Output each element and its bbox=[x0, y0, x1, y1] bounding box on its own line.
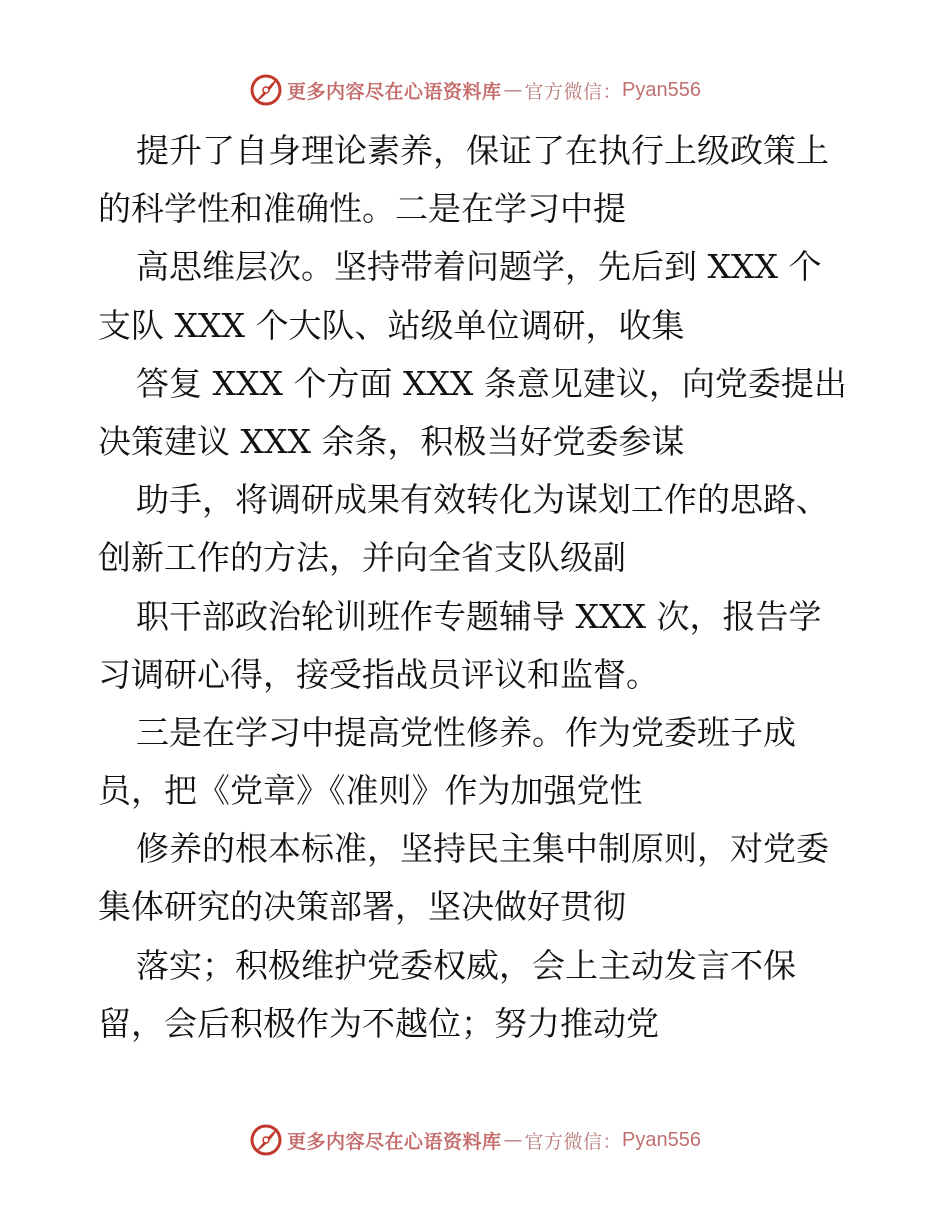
body-line: 职干部政治轮训班作专题辅导 XXX 次，报告学 bbox=[136, 596, 822, 636]
quill-logo-icon bbox=[249, 1123, 283, 1157]
banner-wechat-id: Pyan556 bbox=[622, 78, 701, 101]
body-line: 提升了自身理论素养，保证了在执行上级政策上 bbox=[136, 131, 829, 170]
quill-logo-icon bbox=[249, 73, 283, 107]
body-line: 支队 XXX 个大队、站级单位调研，收集 bbox=[98, 305, 685, 345]
body-line: 习调研心得，接受指战员评议和监督。 bbox=[98, 654, 659, 694]
body-line: 的科学性和准确性。二是在学习中提 bbox=[98, 189, 626, 229]
banner-text: 更多内容尽在心语资料库 bbox=[287, 80, 502, 103]
body-line: 员，把《党章》《准则》作为加强党性 bbox=[98, 771, 643, 811]
body-line: 修养的根本标准，坚持民主集中制原则，对党委 bbox=[136, 829, 829, 869]
banner-text: 更多内容尽在心语资料库 bbox=[287, 1130, 502, 1153]
body-line: 集体研究的决策部署，坚决做好贯彻 bbox=[98, 887, 626, 927]
banner-wechat-label: 官方微信： bbox=[524, 1130, 623, 1153]
body-line: 三是在学习中提高党性修养。作为党委班子成 bbox=[136, 712, 796, 752]
body-line: 留，会后积极作为不越位；努力推动党 bbox=[98, 1003, 659, 1043]
banner-dash: — bbox=[503, 1129, 523, 1151]
body-line: 助手，将调研成果有效转化为谋划工作的思路、 bbox=[136, 480, 829, 520]
banner-wechat-label: 官方微信： bbox=[524, 80, 623, 103]
body-line: 决策建议 XXX 余条，积极当好党委参谋 bbox=[98, 421, 685, 461]
footer-banner bbox=[0, 1120, 950, 1160]
body-line: 创新工作的方法，并向全省支队级副 bbox=[98, 538, 626, 578]
body-line: 落实；积极维护党委权威，会上主动发言不保 bbox=[136, 945, 796, 985]
document-body bbox=[98, 122, 858, 1053]
body-line: 高思维层次。坚持带着问题学，先后到 XXX 个 bbox=[136, 247, 822, 287]
banner-wechat-id: Pyan556 bbox=[622, 1128, 701, 1151]
banner-dash: — bbox=[503, 79, 523, 101]
header-banner bbox=[0, 70, 950, 110]
body-line: 答复 XXX 个方面 XXX 条意见建议，向党委提出 bbox=[136, 363, 847, 403]
